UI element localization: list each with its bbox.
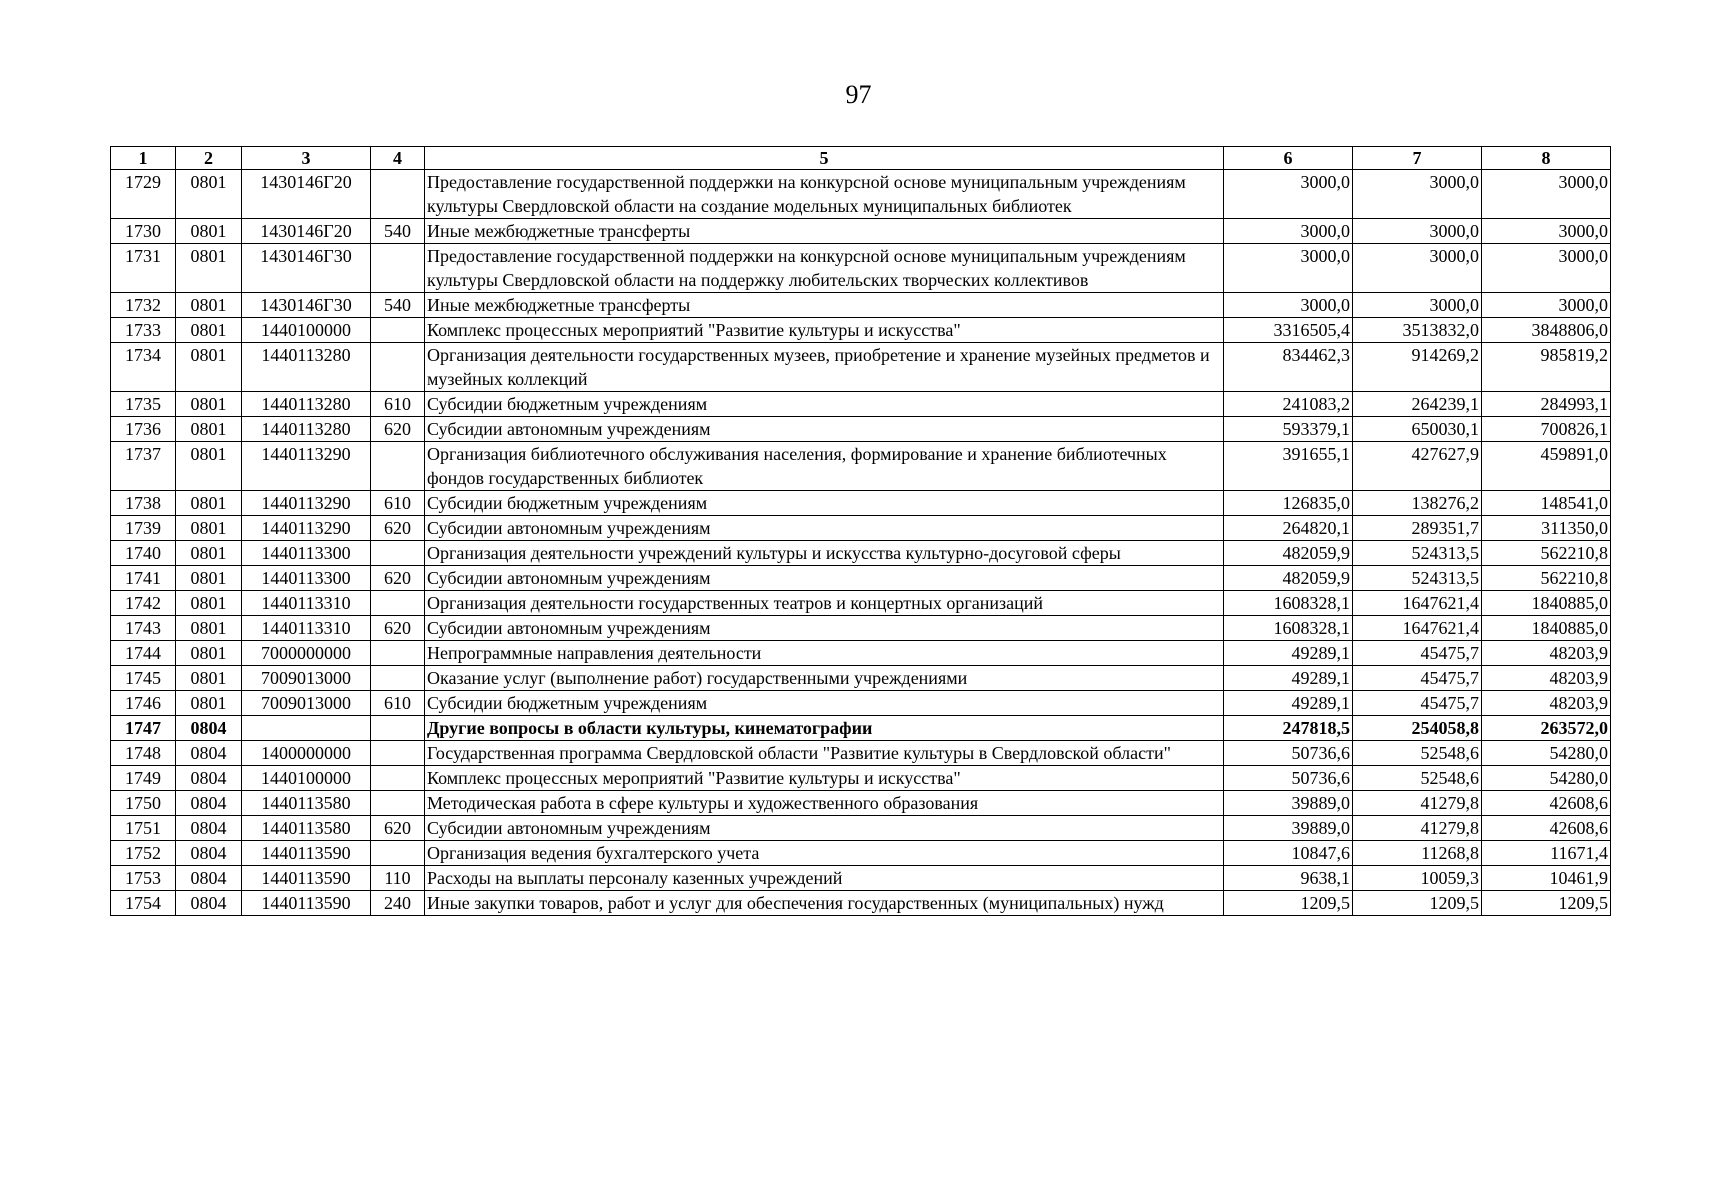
table-row [111,741,1611,766]
amount-col6-cell: 1608328,1 [1224,591,1353,616]
expense-type-cell: 620 [371,516,425,541]
row-number-cell: 1750 [111,791,176,816]
section-code-cell: 0801 [176,219,242,244]
amount-col6-cell: 3000,0 [1224,170,1353,219]
description-cell: Государственная программа Свердловской области "Развитие культуры в Свердловской области" [425,741,1224,766]
section-code-cell: 0801 [176,244,242,293]
description-cell: Организация библиотечного обслуживания населения, формирование и хранение библиотечных фондов государственных библиотек [425,442,1224,491]
amount-col7-cell: 45475,7 [1353,666,1482,691]
amount-col6-cell: 593379,1 [1224,417,1353,442]
target-code-cell: 1440113300 [242,566,371,591]
amount-col6-cell: 391655,1 [1224,442,1353,491]
table-row [111,591,1611,616]
expense-type-cell: 620 [371,566,425,591]
target-code-cell: 1440113300 [242,541,371,566]
expense-type-cell: 610 [371,392,425,417]
table-row [111,417,1611,442]
description-cell: Иные межбюджетные трансферты [425,219,1224,244]
table-row [111,541,1611,566]
amount-col8-cell: 1840885,0 [1482,616,1611,641]
amount-col8-cell: 48203,9 [1482,691,1611,716]
row-number-cell: 1751 [111,816,176,841]
amount-col6-cell: 834462,3 [1224,343,1353,392]
target-code-cell: 1440100000 [242,766,371,791]
amount-col6-cell: 264820,1 [1224,516,1353,541]
expense-type-cell [371,343,425,392]
amount-col7-cell: 52548,6 [1353,766,1482,791]
section-code-cell: 0804 [176,841,242,866]
table-row [111,691,1611,716]
expense-type-cell [371,170,425,219]
table-row [111,816,1611,841]
target-code-cell: 1440113590 [242,866,371,891]
amount-col7-cell: 914269,2 [1353,343,1482,392]
section-code-cell: 0804 [176,741,242,766]
target-code-cell: 1430146Г20 [242,219,371,244]
column-header: 4 [371,147,425,170]
column-header: 1 [111,147,176,170]
amount-col6-cell: 3000,0 [1224,219,1353,244]
table-row [111,318,1611,343]
table-row [111,641,1611,666]
amount-col6-cell: 241083,2 [1224,392,1353,417]
target-code-cell: 1440113290 [242,491,371,516]
target-code-cell: 1440113590 [242,891,371,916]
section-code-cell: 0801 [176,417,242,442]
table-row [111,392,1611,417]
table-row [111,516,1611,541]
section-code-cell: 0801 [176,318,242,343]
amount-col6-cell: 39889,0 [1224,816,1353,841]
target-code-cell: 1440113290 [242,516,371,541]
target-code-cell: 1440113310 [242,591,371,616]
row-number-cell: 1746 [111,691,176,716]
expense-type-cell [371,442,425,491]
row-number-cell: 1753 [111,866,176,891]
description-cell: Комплекс процессных мероприятий "Развитие культуры и искусства" [425,318,1224,343]
amount-col7-cell: 41279,8 [1353,791,1482,816]
target-code-cell: 1440113310 [242,616,371,641]
section-code-cell: 0804 [176,816,242,841]
description-cell: Предоставление государственной поддержки на конкурсной основе муниципальным учреждениям культуры Свердловской области на поддержку любительских творческих коллективов [425,244,1224,293]
amount-col8-cell: 1209,5 [1482,891,1611,916]
amount-col6-cell: 39889,0 [1224,791,1353,816]
table-row [111,866,1611,891]
amount-col8-cell: 148541,0 [1482,491,1611,516]
amount-col7-cell: 3000,0 [1353,170,1482,219]
amount-col7-cell: 138276,2 [1353,491,1482,516]
description-cell: Расходы на выплаты персоналу казенных учреждений [425,866,1224,891]
expense-type-cell [371,318,425,343]
table-row [111,616,1611,641]
table-row [111,293,1611,318]
amount-col8-cell: 311350,0 [1482,516,1611,541]
row-number-cell: 1749 [111,766,176,791]
section-code-cell: 0801 [176,566,242,591]
row-number-cell: 1743 [111,616,176,641]
section-code-cell: 0801 [176,170,242,219]
expense-type-cell [371,641,425,666]
amount-col7-cell: 264239,1 [1353,392,1482,417]
row-number-cell: 1735 [111,392,176,417]
amount-col6-cell: 482059,9 [1224,566,1353,591]
expense-type-cell: 610 [371,691,425,716]
target-code-cell: 1430146Г30 [242,293,371,318]
amount-col6-cell: 9638,1 [1224,866,1353,891]
row-number-cell: 1739 [111,516,176,541]
column-header: 7 [1353,147,1482,170]
section-code-cell: 0801 [176,442,242,491]
target-code-cell: 1430146Г20 [242,170,371,219]
section-code-cell: 0801 [176,516,242,541]
description-cell: Другие вопросы в области культуры, кинематографии [425,716,1224,741]
section-code-cell: 0801 [176,541,242,566]
amount-col8-cell: 459891,0 [1482,442,1611,491]
target-code-cell: 1440113280 [242,343,371,392]
target-code-cell: 1440100000 [242,318,371,343]
row-number-cell: 1729 [111,170,176,219]
amount-col8-cell: 3848806,0 [1482,318,1611,343]
description-cell: Предоставление государственной поддержки на конкурсной основе муниципальным учреждениям культуры Свердловской области на создание модельных муниципальных библиотек [425,170,1224,219]
amount-col8-cell: 3000,0 [1482,219,1611,244]
amount-col7-cell: 427627,9 [1353,442,1482,491]
table-row [111,766,1611,791]
table-row [111,219,1611,244]
expense-type-cell: 110 [371,866,425,891]
amount-col8-cell: 1840885,0 [1482,591,1611,616]
target-code-cell: 7009013000 [242,691,371,716]
amount-col7-cell: 11268,8 [1353,841,1482,866]
section-code-cell: 0804 [176,891,242,916]
amount-col7-cell: 524313,5 [1353,541,1482,566]
table-row [111,566,1611,591]
expense-type-cell [371,244,425,293]
amount-col8-cell: 48203,9 [1482,641,1611,666]
section-code-cell: 0804 [176,766,242,791]
table-row [111,491,1611,516]
section-code-cell: 0801 [176,666,242,691]
amount-col6-cell: 247818,5 [1224,716,1353,741]
expense-type-cell [371,841,425,866]
amount-col8-cell: 562210,8 [1482,541,1611,566]
amount-col7-cell: 1647621,4 [1353,591,1482,616]
budget-table [110,146,1611,916]
amount-col8-cell: 263572,0 [1482,716,1611,741]
section-code-cell: 0801 [176,491,242,516]
amount-col8-cell: 42608,6 [1482,816,1611,841]
row-number-cell: 1736 [111,417,176,442]
expense-type-cell: 240 [371,891,425,916]
description-cell: Субсидии автономным учреждениям [425,616,1224,641]
column-header: 6 [1224,147,1353,170]
target-code-cell: 1400000000 [242,741,371,766]
amount-col6-cell: 3000,0 [1224,244,1353,293]
target-code-cell [242,716,371,741]
description-cell: Организация деятельности государственных театров и концертных организаций [425,591,1224,616]
description-cell: Субсидии автономным учреждениям [425,516,1224,541]
row-number-cell: 1745 [111,666,176,691]
description-cell: Субсидии автономным учреждениям [425,816,1224,841]
section-code-cell: 0801 [176,641,242,666]
amount-col7-cell: 45475,7 [1353,641,1482,666]
section-code-cell: 0801 [176,616,242,641]
expense-type-cell: 620 [371,616,425,641]
table-row [111,244,1611,293]
row-number-cell: 1734 [111,343,176,392]
row-number-cell: 1738 [111,491,176,516]
table-row [111,891,1611,916]
description-cell: Методическая работа в сфере культуры и художественного образования [425,791,1224,816]
amount-col7-cell: 1647621,4 [1353,616,1482,641]
section-code-cell: 0801 [176,392,242,417]
amount-col8-cell: 700826,1 [1482,417,1611,442]
amount-col8-cell: 54280,0 [1482,741,1611,766]
amount-col7-cell: 41279,8 [1353,816,1482,841]
target-code-cell: 1440113290 [242,442,371,491]
amount-col6-cell: 50736,6 [1224,766,1353,791]
description-cell: Субсидии автономным учреждениям [425,566,1224,591]
target-code-cell: 1440113580 [242,791,371,816]
amount-col7-cell: 3000,0 [1353,219,1482,244]
amount-col7-cell: 254058,8 [1353,716,1482,741]
table-row [111,841,1611,866]
row-number-cell: 1752 [111,841,176,866]
amount-col7-cell: 650030,1 [1353,417,1482,442]
amount-col6-cell: 49289,1 [1224,666,1353,691]
amount-col8-cell: 985819,2 [1482,343,1611,392]
amount-col7-cell: 3513832,0 [1353,318,1482,343]
expense-type-cell [371,741,425,766]
description-cell: Иные закупки товаров, работ и услуг для обеспечения государственных (муниципальных) нужд [425,891,1224,916]
row-number-cell: 1748 [111,741,176,766]
expense-type-cell [371,541,425,566]
row-number-cell: 1754 [111,891,176,916]
amount-col6-cell: 49289,1 [1224,691,1353,716]
description-cell: Комплекс процессных мероприятий "Развитие культуры и искусства" [425,766,1224,791]
section-code-cell: 0804 [176,716,242,741]
target-code-cell: 1440113580 [242,816,371,841]
amount-col8-cell: 42608,6 [1482,791,1611,816]
amount-col8-cell: 562210,8 [1482,566,1611,591]
column-header: 5 [425,147,1224,170]
amount-col7-cell: 3000,0 [1353,244,1482,293]
description-cell: Непрограммные направления деятельности [425,641,1224,666]
amount-col7-cell: 1209,5 [1353,891,1482,916]
amount-col8-cell: 11671,4 [1482,841,1611,866]
amount-col6-cell: 10847,6 [1224,841,1353,866]
target-code-cell: 1430146Г30 [242,244,371,293]
amount-col8-cell: 3000,0 [1482,293,1611,318]
target-code-cell: 1440113280 [242,417,371,442]
amount-col6-cell: 49289,1 [1224,641,1353,666]
amount-col8-cell: 284993,1 [1482,392,1611,417]
section-code-cell: 0801 [176,591,242,616]
expense-type-cell [371,666,425,691]
expense-type-cell [371,591,425,616]
amount-col6-cell: 50736,6 [1224,741,1353,766]
expense-type-cell [371,766,425,791]
expense-type-cell [371,791,425,816]
section-code-cell: 0804 [176,791,242,816]
section-code-cell: 0801 [176,293,242,318]
amount-col8-cell: 54280,0 [1482,766,1611,791]
table-row [111,343,1611,392]
description-cell: Субсидии автономным учреждениям [425,417,1224,442]
row-number-cell: 1742 [111,591,176,616]
target-code-cell: 7000000000 [242,641,371,666]
expense-type-cell: 610 [371,491,425,516]
amount-col6-cell: 126835,0 [1224,491,1353,516]
amount-col7-cell: 3000,0 [1353,293,1482,318]
description-cell: Организация деятельности государственных музеев, приобретение и хранение музейных предметов и музейных коллекций [425,343,1224,392]
amount-col6-cell: 1209,5 [1224,891,1353,916]
amount-col8-cell: 48203,9 [1482,666,1611,691]
table-row [111,442,1611,491]
row-number-cell: 1747 [111,716,176,741]
page-number: 97 [845,80,872,109]
row-number-cell: 1740 [111,541,176,566]
row-number-cell: 1731 [111,244,176,293]
amount-col6-cell: 1608328,1 [1224,616,1353,641]
description-cell: Субсидии бюджетным учреждениям [425,691,1224,716]
table-row [111,170,1611,219]
expense-type-cell: 620 [371,417,425,442]
column-header: 3 [242,147,371,170]
expense-type-cell: 620 [371,816,425,841]
description-cell: Организация ведения бухгалтерского учета [425,841,1224,866]
amount-col7-cell: 289351,7 [1353,516,1482,541]
amount-col6-cell: 3000,0 [1224,293,1353,318]
table-row [111,791,1611,816]
column-header: 8 [1482,147,1611,170]
section-code-cell: 0801 [176,343,242,392]
description-cell: Субсидии бюджетным учреждениям [425,392,1224,417]
row-number-cell: 1744 [111,641,176,666]
section-code-cell: 0804 [176,866,242,891]
description-cell: Субсидии бюджетным учреждениям [425,491,1224,516]
row-number-cell: 1730 [111,219,176,244]
target-code-cell: 1440113590 [242,841,371,866]
column-header: 2 [176,147,242,170]
amount-col7-cell: 52548,6 [1353,741,1482,766]
amount-col8-cell: 3000,0 [1482,170,1611,219]
expense-type-cell: 540 [371,293,425,318]
section-code-cell: 0801 [176,691,242,716]
table-header-row [111,147,1611,170]
description-cell: Оказание услуг (выполнение работ) государственными учреждениями [425,666,1224,691]
expense-type-cell [371,716,425,741]
amount-col7-cell: 45475,7 [1353,691,1482,716]
target-code-cell: 7009013000 [242,666,371,691]
amount-col7-cell: 524313,5 [1353,566,1482,591]
row-number-cell: 1737 [111,442,176,491]
expense-type-cell: 540 [371,219,425,244]
row-number-cell: 1741 [111,566,176,591]
row-number-cell: 1733 [111,318,176,343]
target-code-cell: 1440113280 [242,392,371,417]
table-row [111,666,1611,691]
table-body [111,170,1611,916]
description-cell: Иные межбюджетные трансферты [425,293,1224,318]
amount-col7-cell: 10059,3 [1353,866,1482,891]
amount-col8-cell: 3000,0 [1482,244,1611,293]
table-row [111,716,1611,741]
row-number-cell: 1732 [111,293,176,318]
amount-col8-cell: 10461,9 [1482,866,1611,891]
description-cell: Организация деятельности учреждений культуры и искусства культурно-досуговой сферы [425,541,1224,566]
amount-col6-cell: 3316505,4 [1224,318,1353,343]
amount-col6-cell: 482059,9 [1224,541,1353,566]
